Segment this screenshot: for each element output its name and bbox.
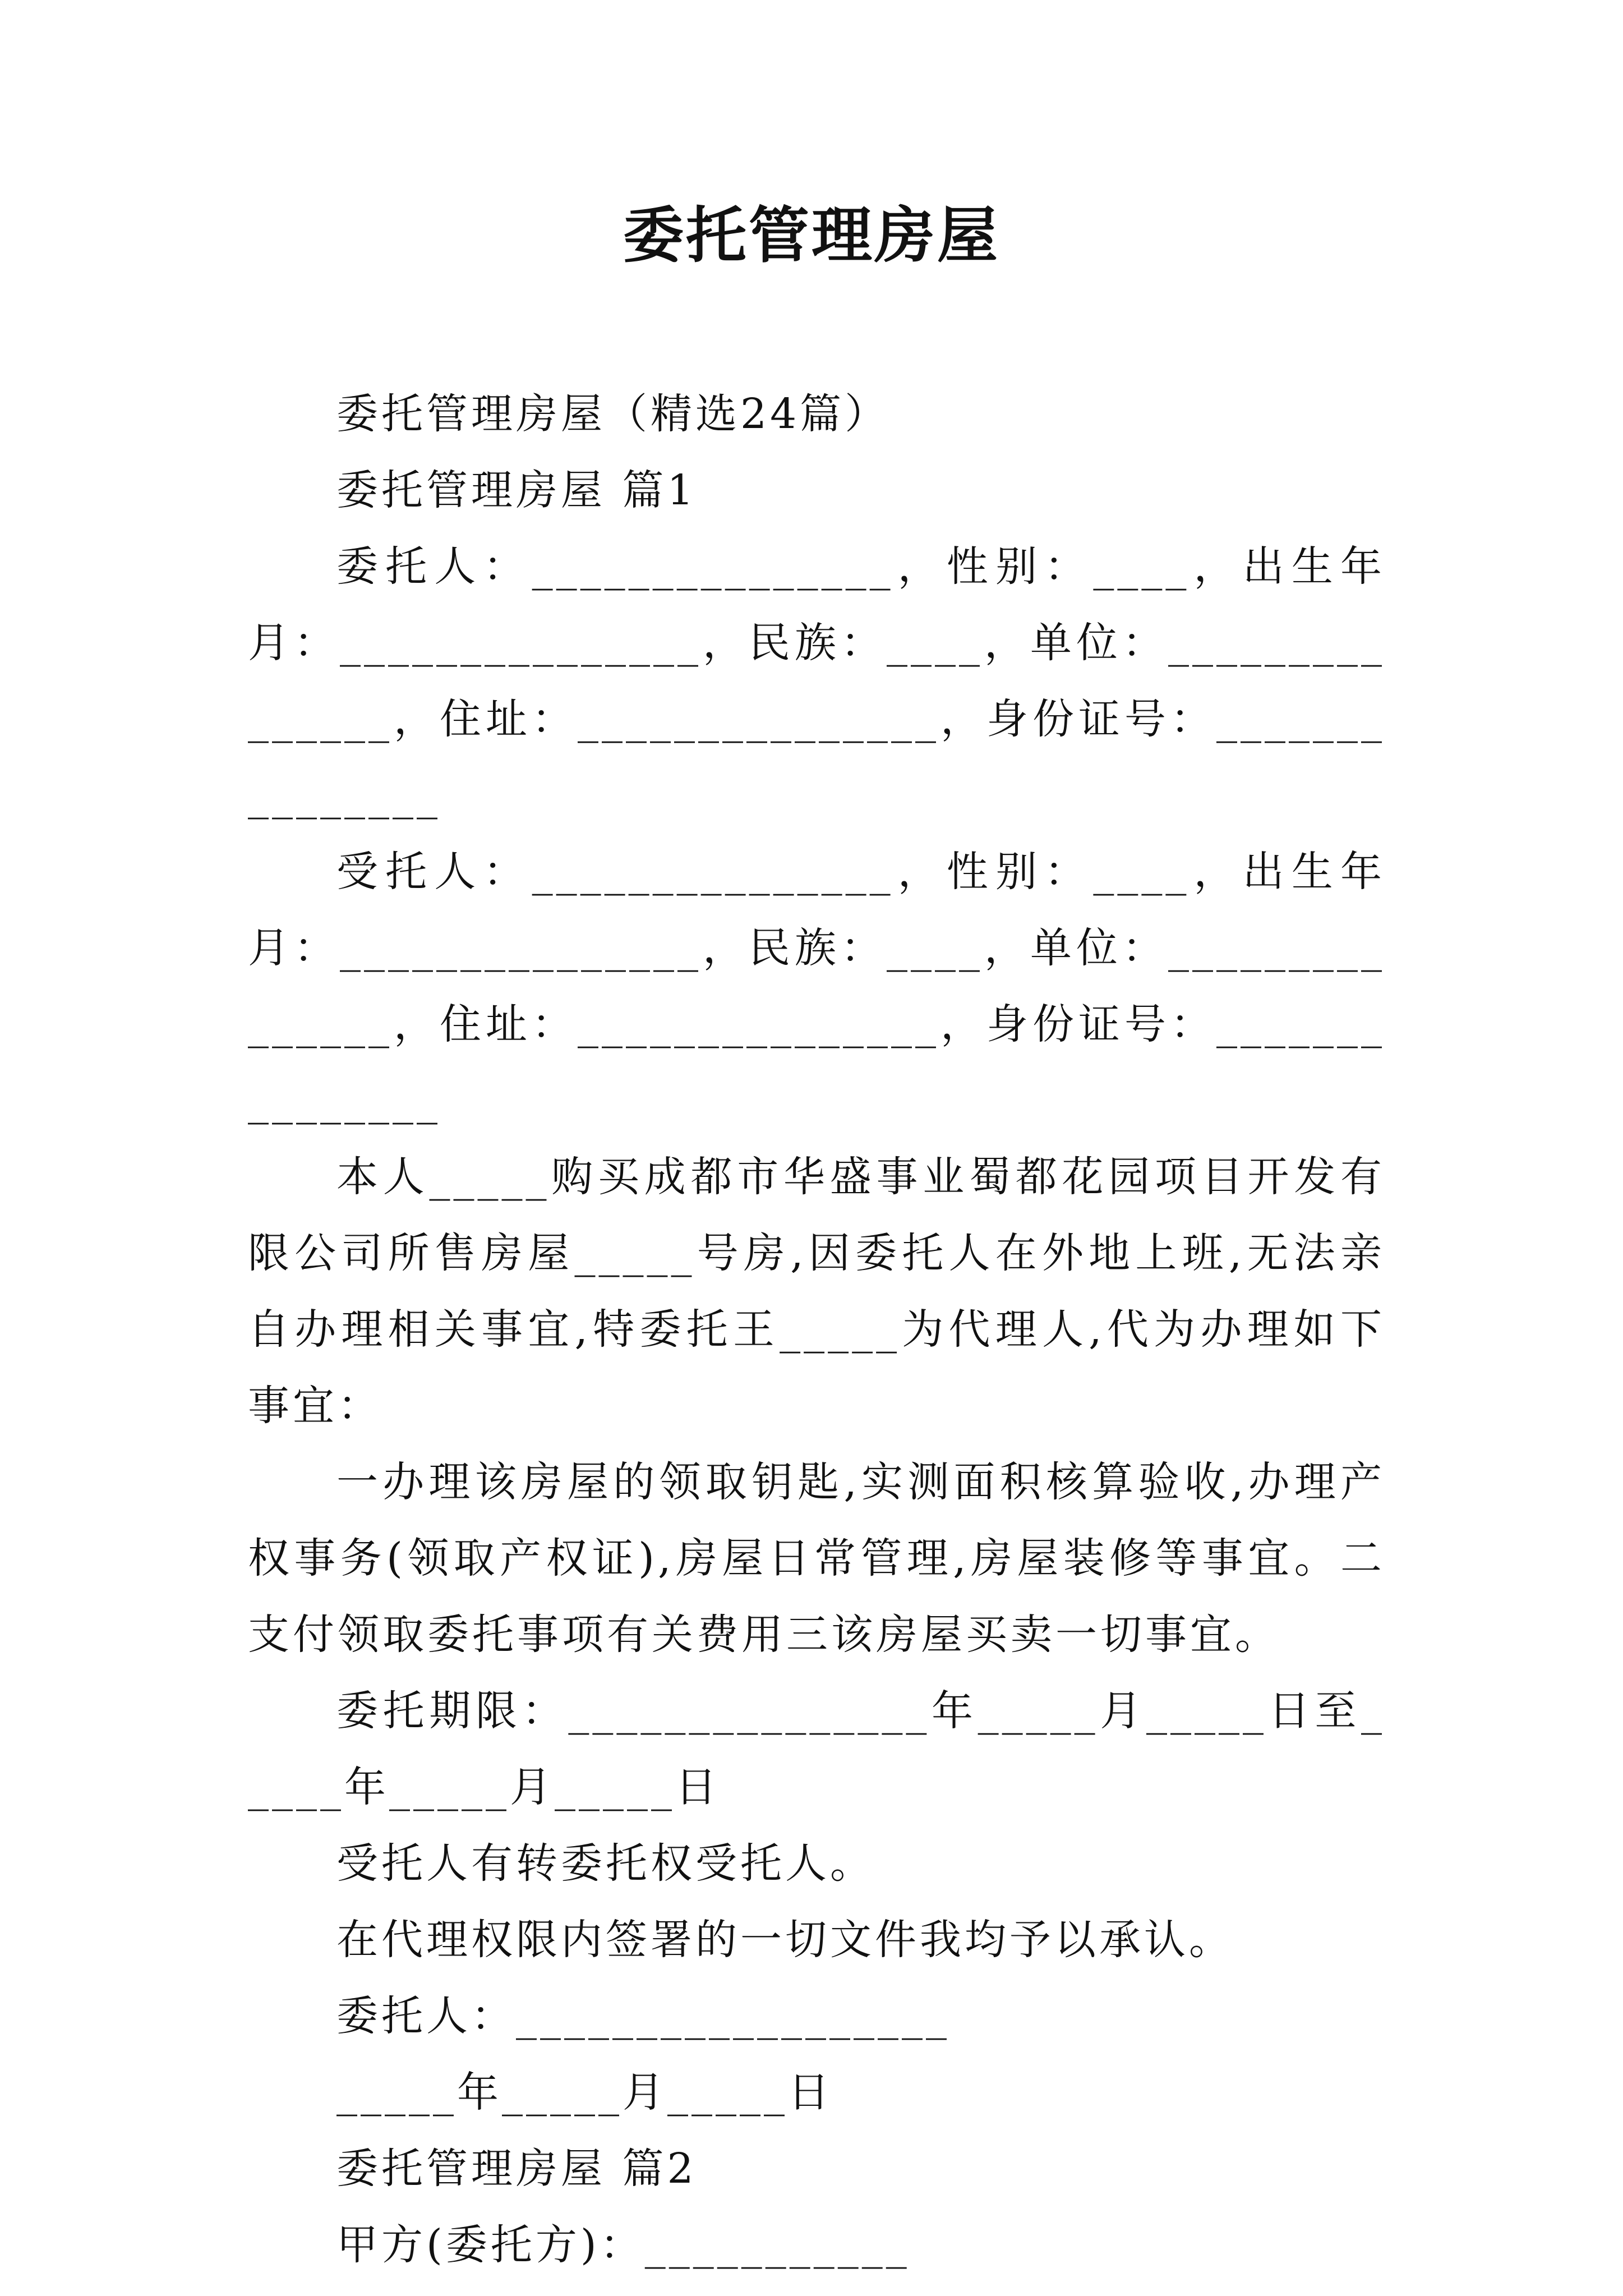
matters-paragraph: 一办理该房屋的领取钥匙,实测面积核算验收,办理产权事务(领取产权证),房屋日常管理,房屋装修等事宜。二支付领取委托事项有关费用三该房屋买卖一切事宜。 — [248, 1458, 1385, 1659]
principal-signature-line: 委托人：__________________ — [336, 1992, 950, 2040]
section-heading-1: 委托管理房屋 篇1 — [336, 466, 697, 514]
agent-info-paragraph: 受托人：_______________，性别：____，出生年月：_______________，民族：____，单位：_______________，住址：_______________，身份证号：_______________ — [248, 848, 1385, 1125]
signature-date-line: _____年_____月_____日 — [336, 2068, 833, 2116]
document-title: 委托管理房屋 — [623, 200, 1000, 271]
subtitle-paragraph: 委托管理房屋（精选24篇） — [336, 390, 890, 438]
subdelegation-paragraph: 受托人有转委托权受托人。 — [336, 1839, 875, 1888]
statement-paragraph: 本人_____购买成都市华盛事业蜀都花园项目开发有限公司所售房屋_____号房,因委托人在外地上班,无法亲自办理相关事宜,特委托王_____为代理人,代为办理如下事宜： — [248, 1153, 1385, 1430]
principal-info-paragraph: 委托人：_______________，性别：____，出生年月：_______________，民族：____，单位：_______________，住址：_______________，身份证号：_______________ — [248, 542, 1385, 820]
term-paragraph: 委托期限：_______________年_____月_____日至_____年_____月_____日 — [248, 1687, 1385, 1811]
acknowledgement-paragraph: 在代理权限内签署的一切文件我均予以承认。 — [336, 1916, 1234, 1964]
party-a-line: 甲方(委托方)：___________ — [336, 2221, 910, 2269]
document-body — [248, 376, 1385, 2283]
section-heading-2: 委托管理房屋 篇2 — [336, 2145, 697, 2193]
